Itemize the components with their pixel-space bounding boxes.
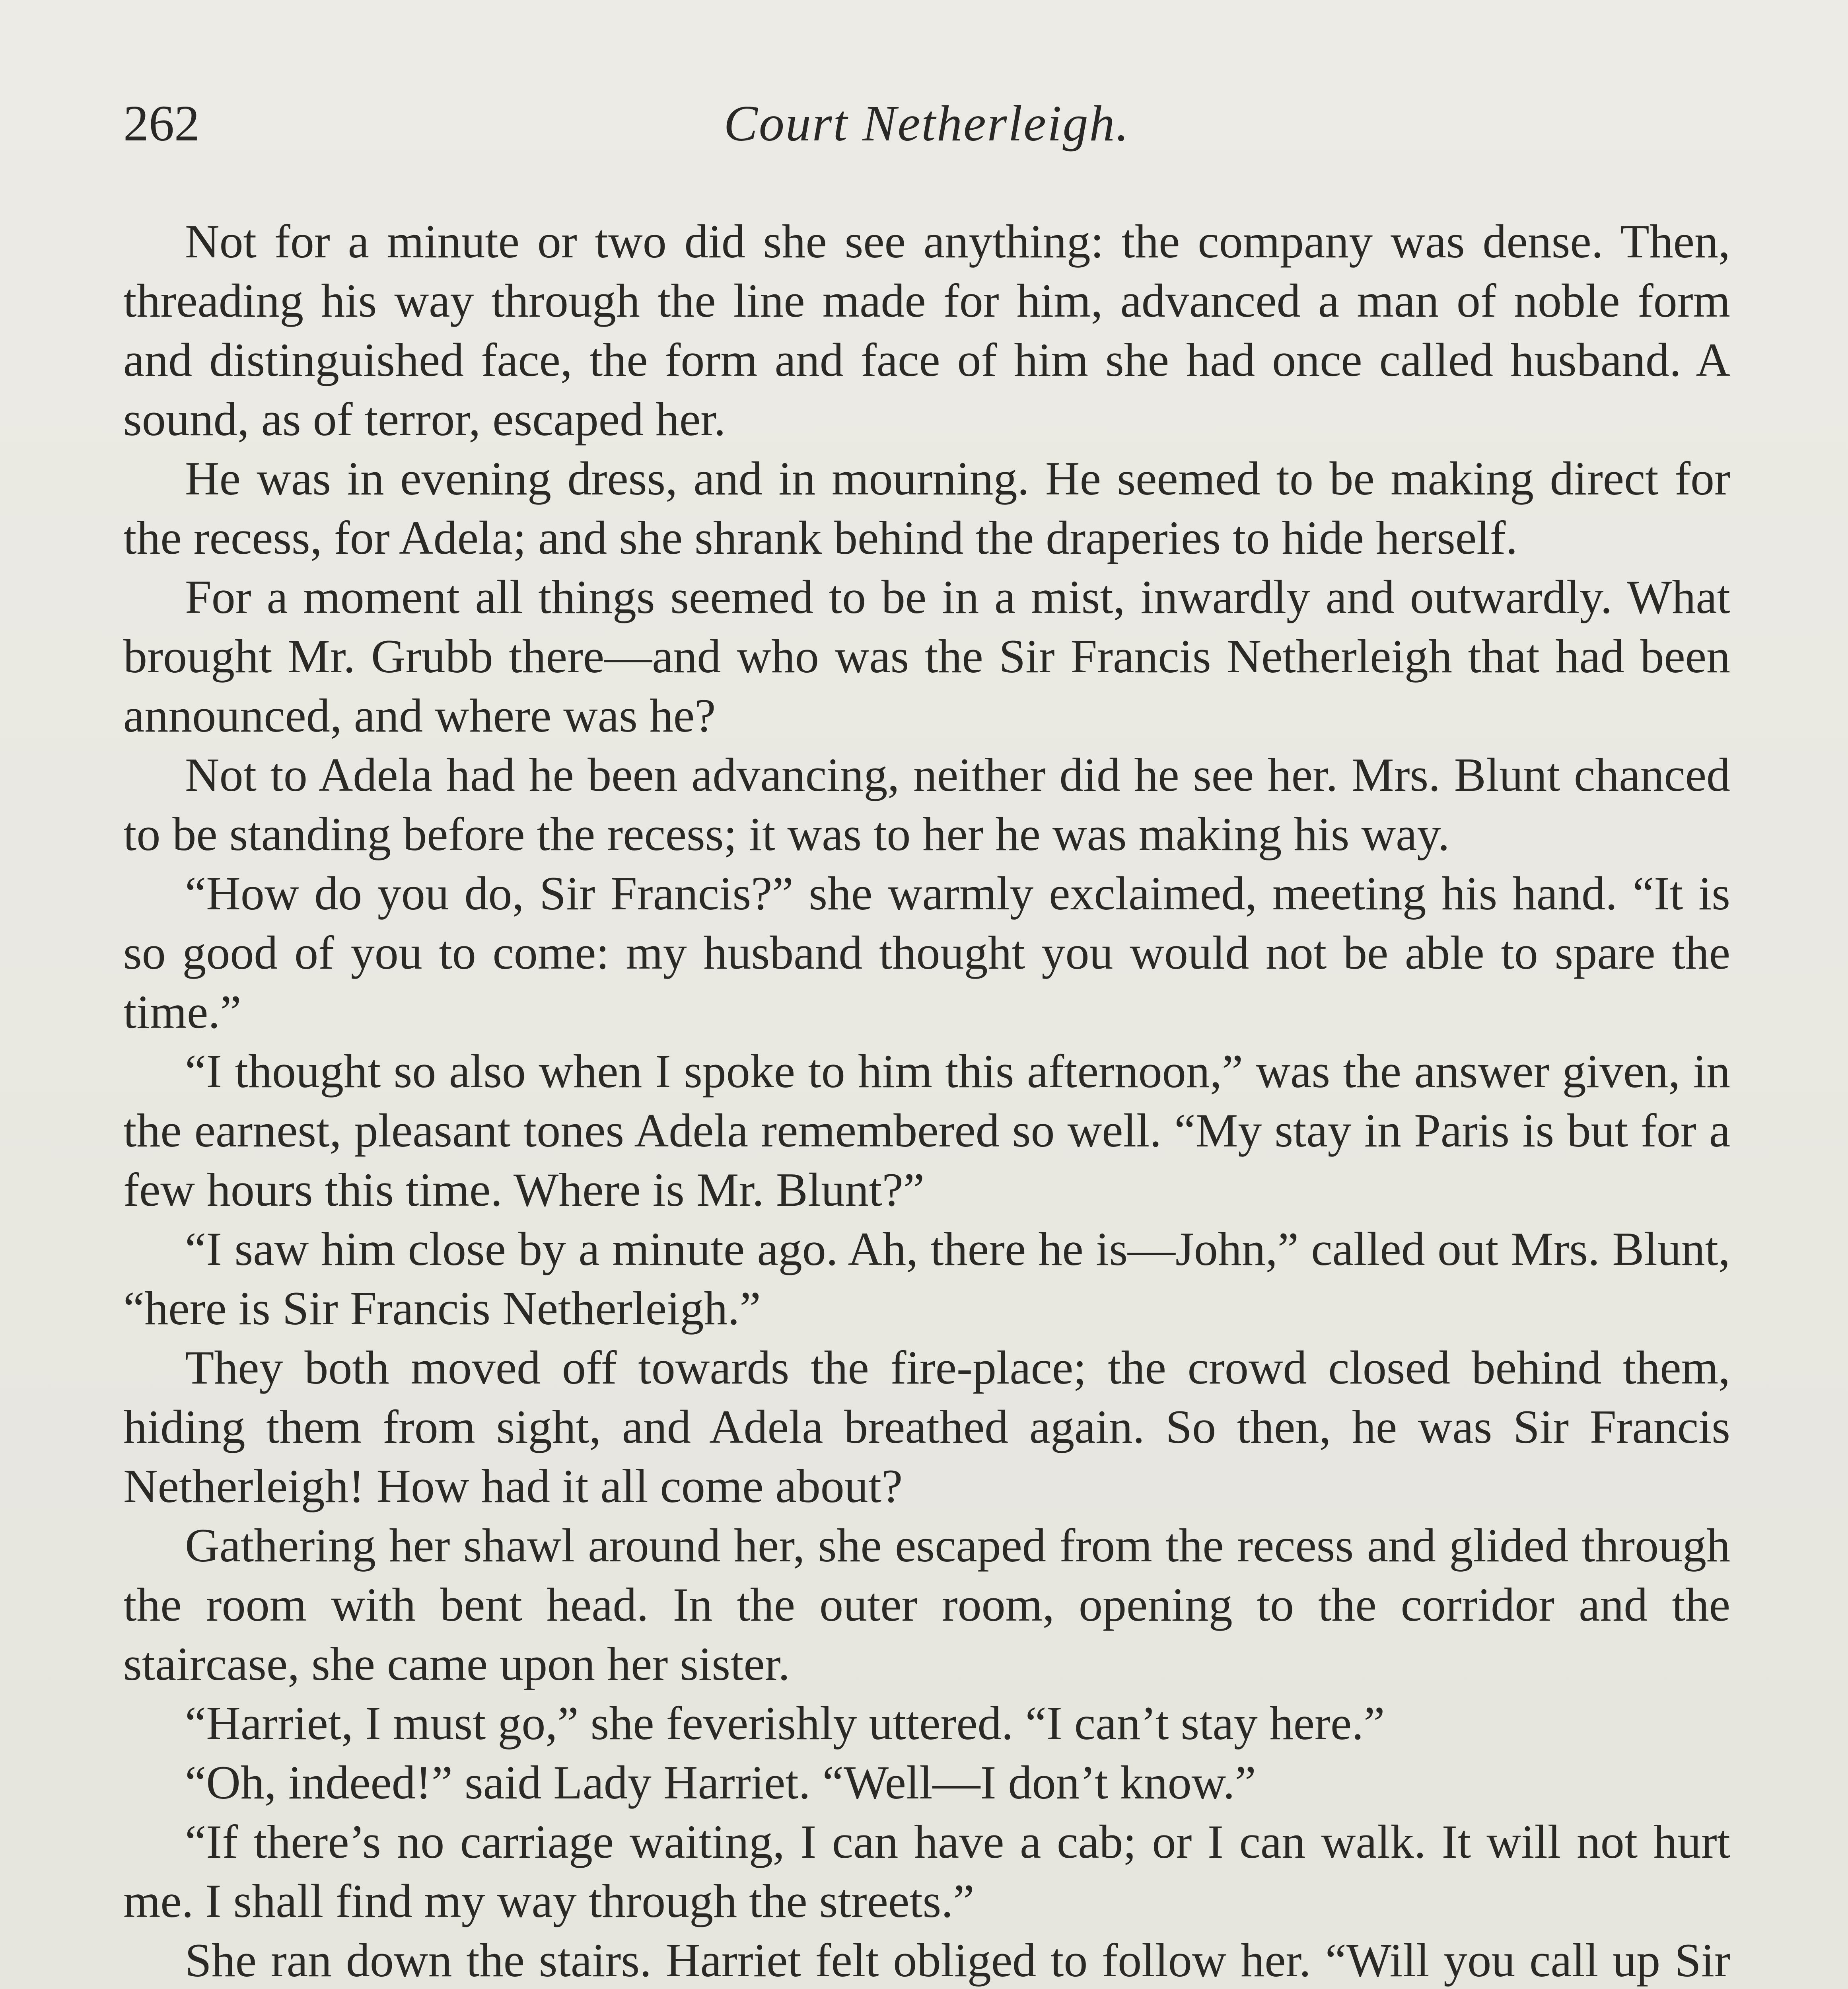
page-header	[123, 88, 1730, 159]
paragraph: Not for a minute or two did she see anything: the company was dense. Then, threading his way through the line made for him, advanced a man of noble form and distinguished face, the form and face of him she had once called husband. A sound, as of terror, escaped her.	[123, 215, 1730, 446]
paragraph: “I thought so also when I spoke to him this afternoon,” was the answer given, in the earnest, pleasant tones Adela remembered so well. “My stay in Paris is but for a few hours this time. Where is Mr. Blunt?”	[123, 1045, 1730, 1216]
paragraph: “Harriet, I must go,” she feverishly uttered. “I can’t stay here.”	[185, 1697, 1385, 1750]
paragraph: Gathering her shawl around her, she escaped from the recess and glided through the room with bent head. In the outer room, opening to the corridor and the staircase, she came upon her sister.	[123, 1519, 1730, 1690]
paragraph: “If there’s no carriage waiting, I can have a cab; or I can walk. It will not hurt me. I shall find my way through the streets.”	[123, 1815, 1730, 1927]
paragraph: “I saw him close by a minute ago. Ah, there he is—John,” called out Mrs. Blunt, “here is Sir Francis Netherleigh.”	[123, 1222, 1730, 1335]
paragraph: They both moved off towards the fire-place; the crowd closed behind them, hiding them from sight, and Adela breathed again. So then, he was Sir Francis Netherleigh! How had it all come about?	[123, 1341, 1730, 1512]
page-number: 262	[123, 95, 200, 152]
paragraph: “How do you do, Sir Francis?” she warmly exclaimed, meeting his hand. “It is so good of you to come: my husband thought you would not be able to spare the time.”	[123, 867, 1730, 1038]
paragraph: For a moment all things seemed to be in a mist, inwardly and outwardly. What brought Mr. Grubb there—and who was the Sir Francis Netherleigh that had been announced, and where was he?	[123, 570, 1730, 742]
paragraph: She ran down the stairs. Harriet felt obliged to follow her. “Will you call up Sir	[185, 1934, 1730, 1987]
paragraph: He was in evening dress, and in mourning. He seemed to be making direct for the recess, for Adela; and she shrank behind the draperies to hide herself.	[123, 452, 1730, 564]
running-title: Court Netherleigh.	[724, 95, 1130, 152]
paragraph: Not to Adela had he been advancing, neither did he see her. Mrs. Blunt chanced to be standing before the recess; it was to her he was making his way.	[123, 748, 1730, 860]
paragraph: “Oh, indeed!” said Lady Harriet. “Well—I don’t know.”	[185, 1756, 1256, 1809]
body-text	[123, 212, 1730, 1989]
